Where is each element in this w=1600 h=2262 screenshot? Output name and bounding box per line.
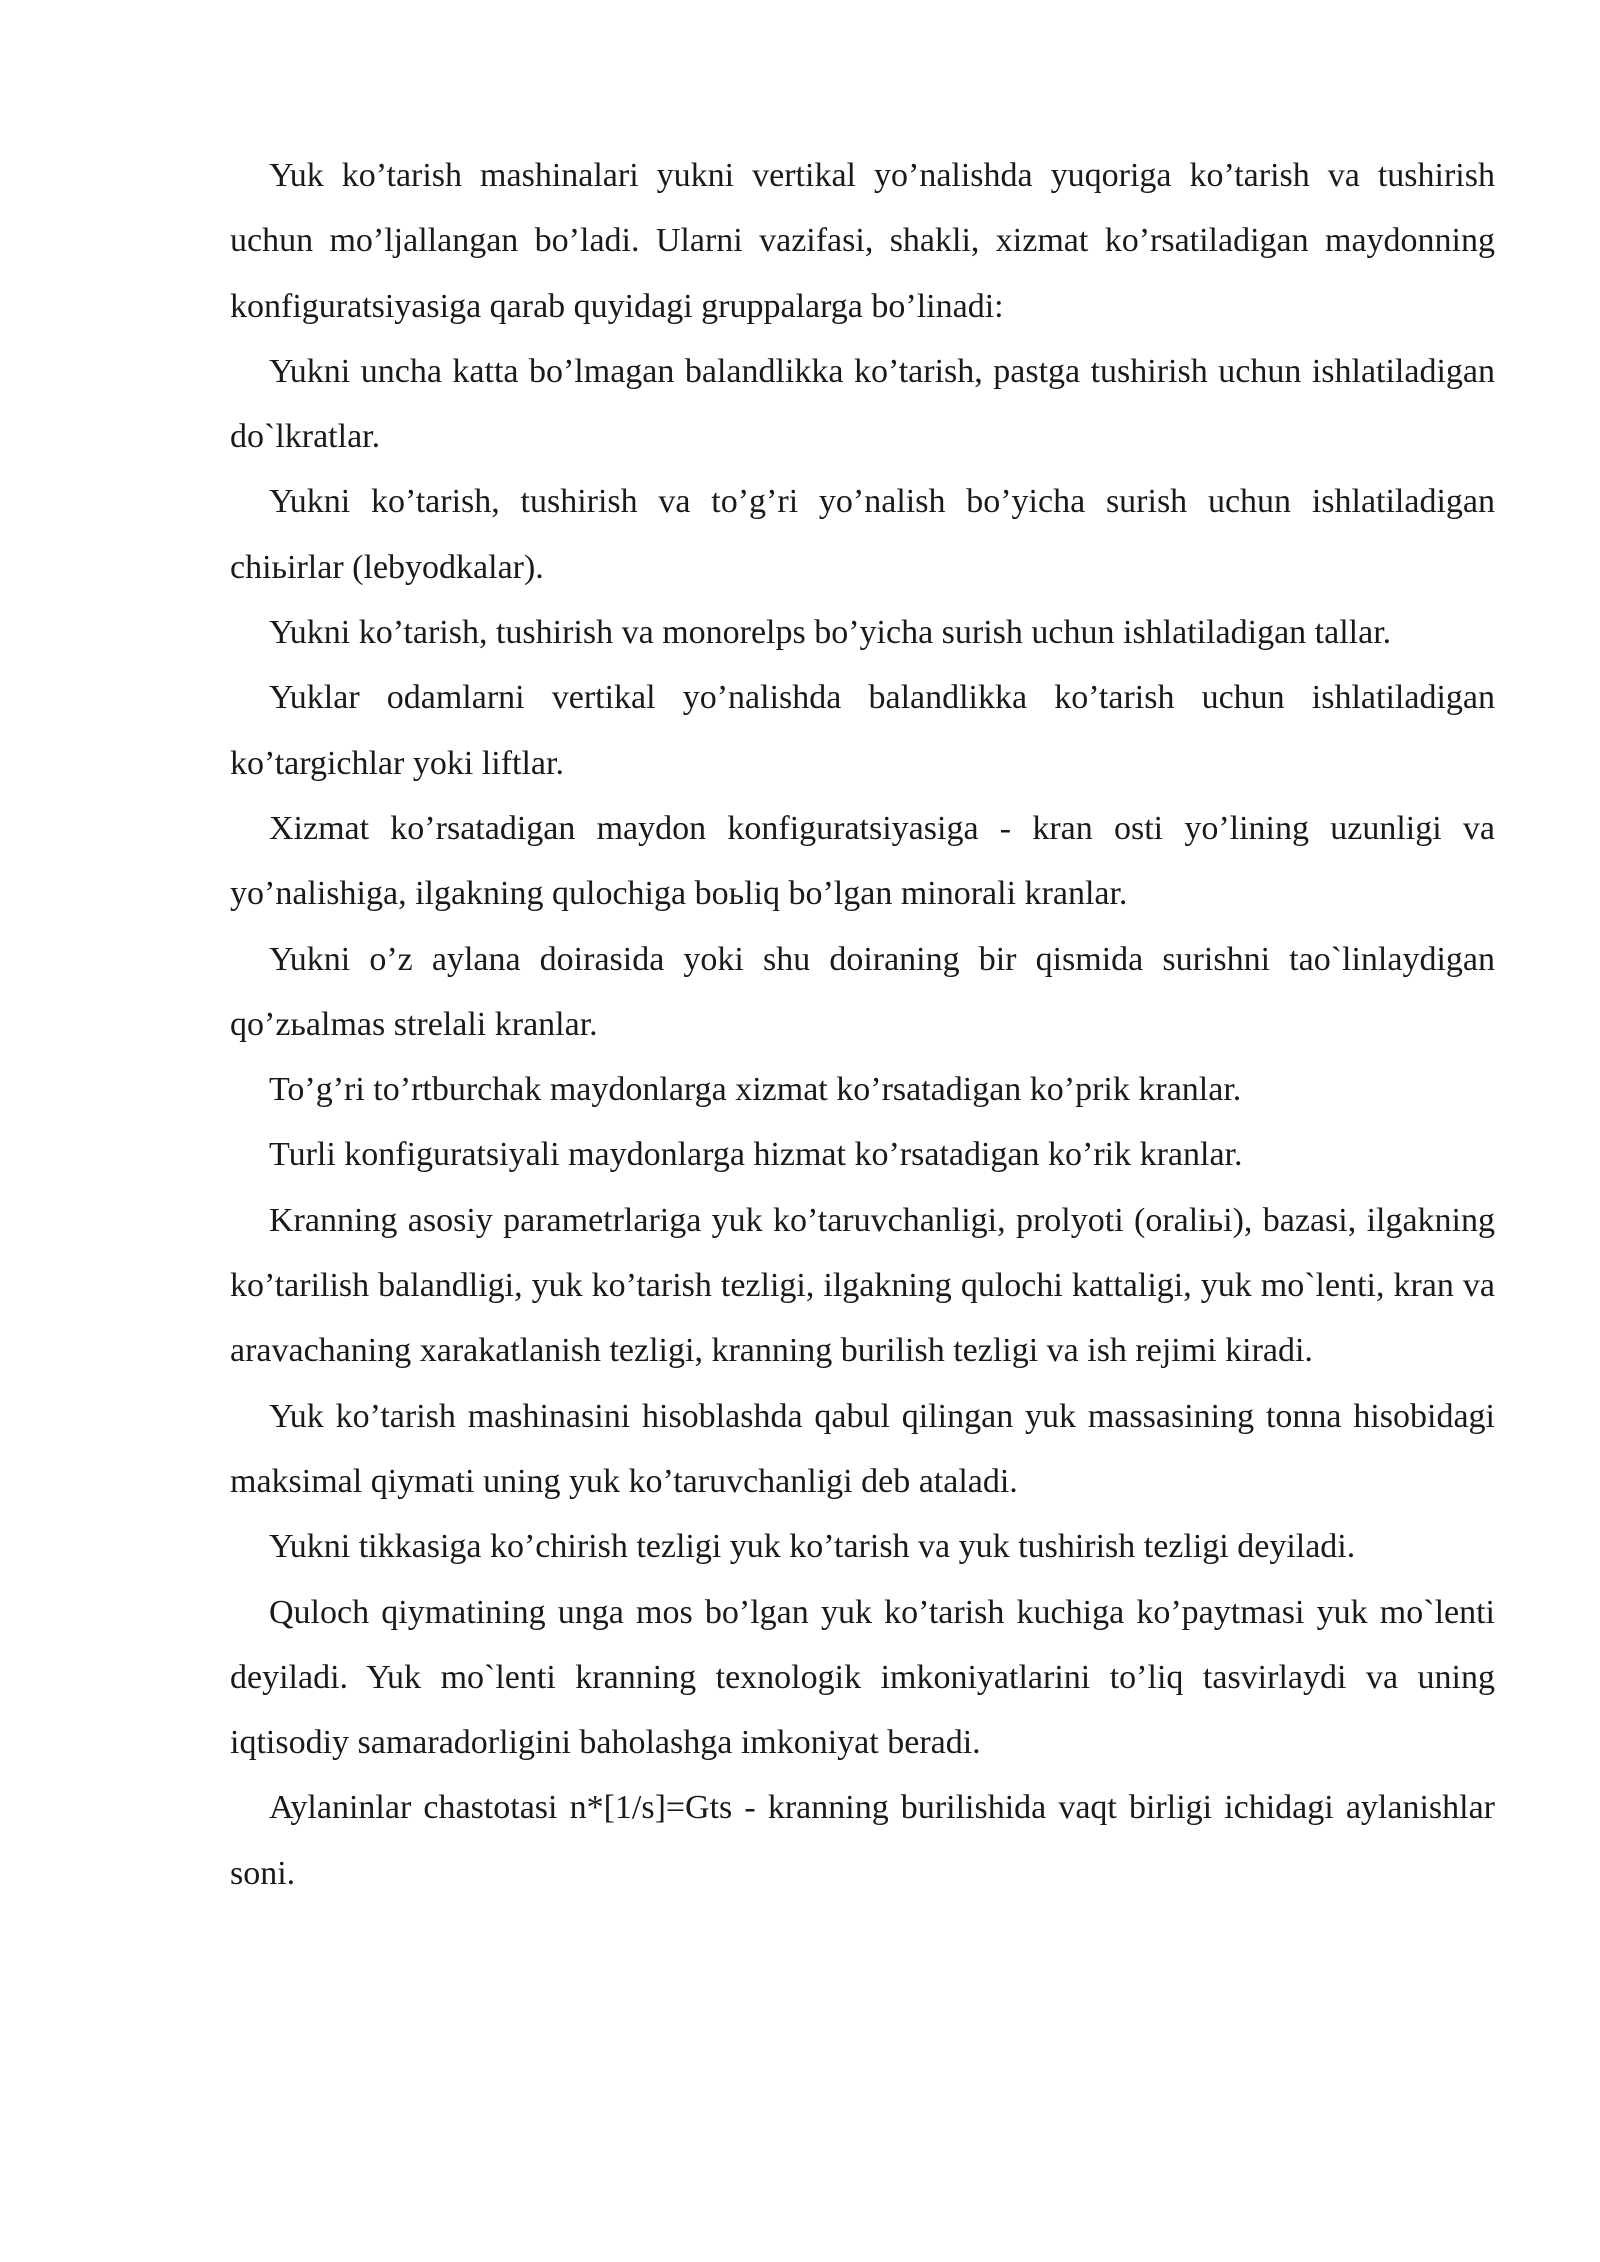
- paragraph: Kranning asosiy parametrlariga yuk ko’taruvchanligi, prolyoti (oraliьi), bazasi, ilgakning ko’tarilish balandligi, yuk ko’tarish tezligi, ilgakning qulochi kattaligi, yuk mo`lenti, kran va aravachaning xarakatlanish tezligi, kranning burilish tezligi va ish rejimi kiradi.: [230, 1201, 1495, 1370]
- paragraph: Yukni tikkasiga ko’chirish tezligi yuk ko’tarish va yuk tushirish tezligi deyiladi.: [269, 1528, 1356, 1566]
- paragraph: Yuk ko’tarish mashinalari yukni vertikal yo’nalishda yuqoriga ko’tarish va tushirish uchun mo’ljallangan bo’ladi. Ularni vazifasi, shakli, xizmat ko’rsatiladigan maydonning konfiguratsiyasiga qarab quyidagi gruppalarga bo’linadi:: [230, 157, 1495, 325]
- paragraph: Yukni o’z aylana doirasida yoki shu doiraning bir qismida surishni tao`linlaydigan qo’zьalmas strelali kranlar.: [230, 940, 1495, 1043]
- paragraph: Turli konfiguratsiyali maydonlarga hizmat ko’rsatadigan ko’rik kranlar.: [269, 1136, 1243, 1174]
- paragraph: Yuk ko’tarish mashinasini hisoblashda qabul qilingan yuk massasining tonna hisobidagi maksimal qiymati uning yuk ko’taruvchanligi deb ataladi.: [230, 1397, 1495, 1500]
- paragraph: Aylaninlar chastotasi n*[1/s]=Gts - kranning burilishida vaqt birligi ichidagi aylanishlar soni.: [230, 1789, 1495, 1892]
- document-body: [230, 143, 1495, 1906]
- paragraph: Yuklar odamlarni vertikal yo’nalishda balandlikka ko’tarish uchun ishlatiladigan ko’targichlar yoki liftlar.: [230, 679, 1495, 782]
- paragraph: Yukni ko’tarish, tushirish va monorelps bo’yicha surish uchun ishlatiladigan tallar.: [269, 614, 1392, 652]
- paragraph: Yukni ko’tarish, tushirish va to’g’ri yo’nalish bo’yicha surish uchun ishlatiladigan chiьirlar (lebyodkalar).: [230, 483, 1495, 586]
- paragraph: To’g’ri to’rtburchak maydonlarga xizmat ko’rsatadigan ko’prik kranlar.: [269, 1071, 1242, 1109]
- paragraph: Xizmat ko’rsatadigan maydon konfiguratsiyasiga - kran osti yo’lining uzunligi va yo’nalishiga, ilgakning qulochiga boьliq bo’lgan minorali kranlar.: [230, 809, 1495, 913]
- paragraph: Yukni uncha katta bo’lmagan balandlikka ko’tarish, pastga tushirish uchun ishlatiladigan do`lkratlar.: [230, 352, 1495, 456]
- paragraph: Quloch qiymatining unga mos bo’lgan yuk ko’tarish kuchiga ko’paytmasi yuk mo`lenti deyiladi. Yuk mo`lenti kranning texnologik imkoniyatlarini to’liq tasvirlaydi va uning iqtisodiy samaradorligini baholashga imkoniyat beradi.: [230, 1593, 1495, 1762]
